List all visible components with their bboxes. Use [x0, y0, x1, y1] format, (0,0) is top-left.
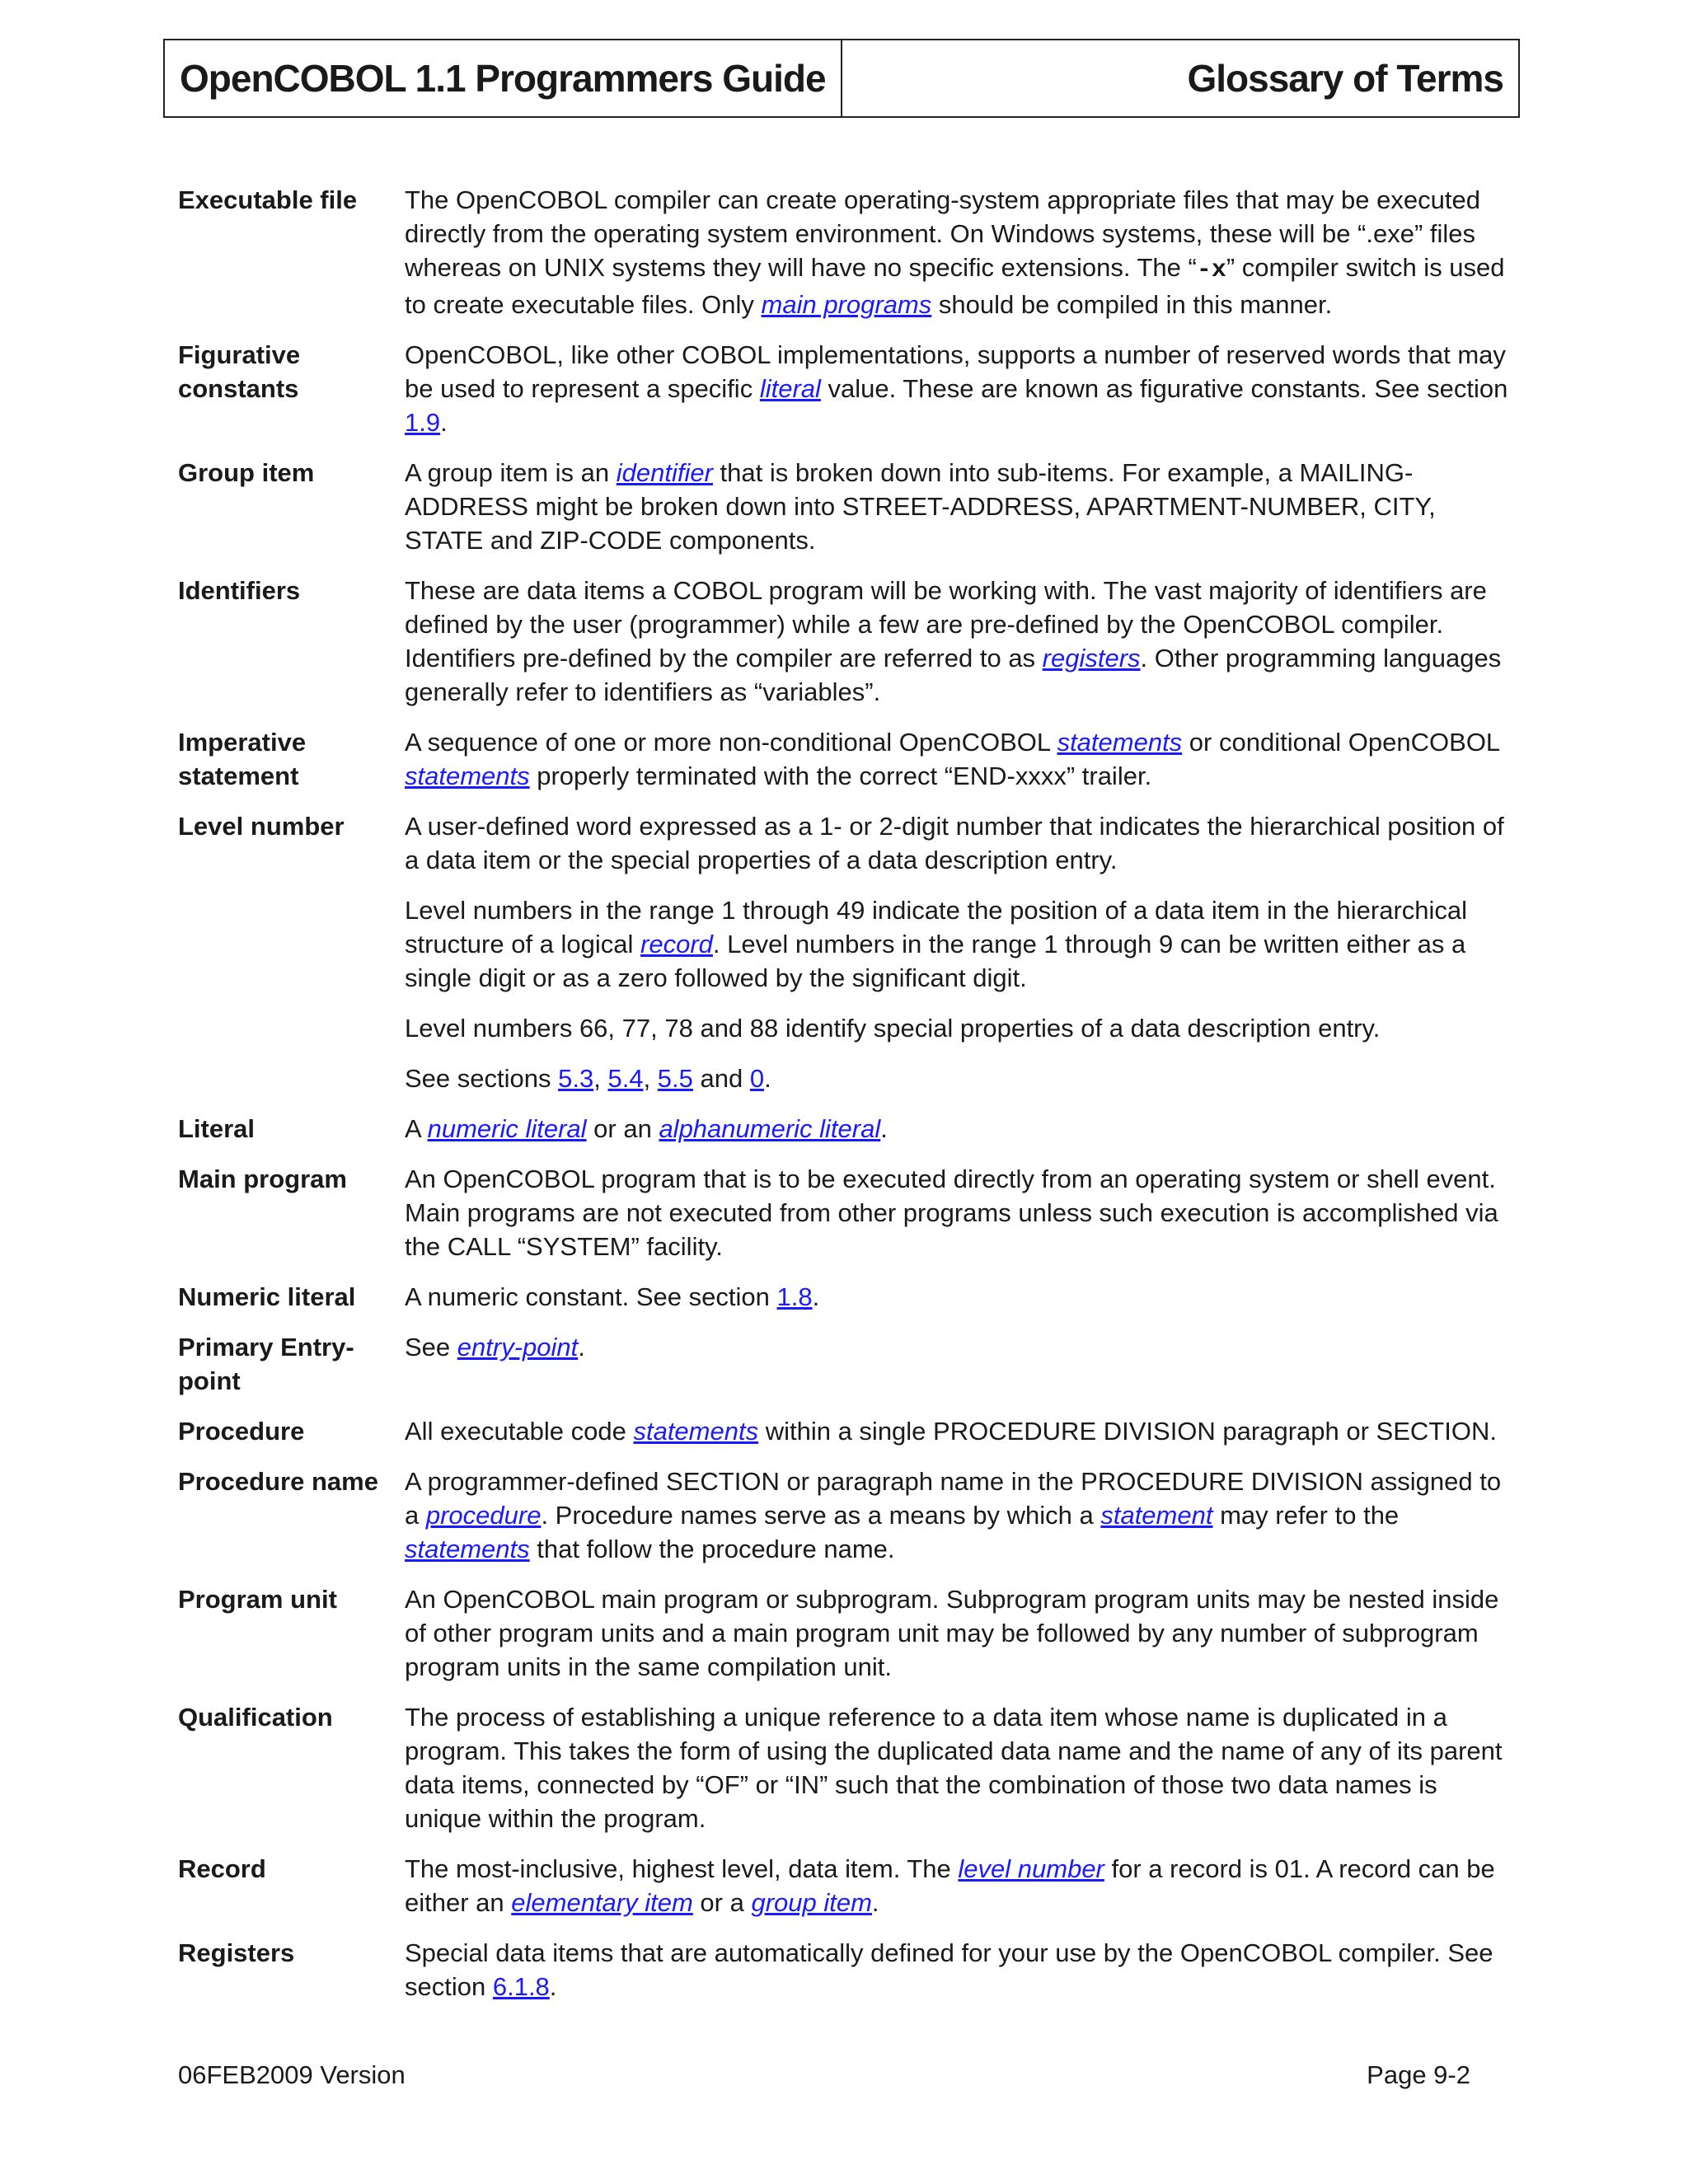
definition-text: ” compiler switch is used to create executable files. Only	[405, 253, 1505, 319]
definition-text: All executable code	[405, 1417, 634, 1446]
definition-text: The OpenCOBOL compiler can create operating-system appropriate files that may be executed directly from the operating system environment. On Windows systems, these will be “.exe” files whereas on UNIX systems they will have no specific extensions. The “	[405, 185, 1480, 282]
link-statement[interactable]: statement	[1100, 1501, 1213, 1530]
glossary-entry-imperative-statement	[178, 725, 1513, 793]
link-literal[interactable]: literal	[759, 374, 821, 403]
page-footer	[178, 2060, 1470, 2090]
link-record[interactable]: record	[640, 930, 713, 958]
glossary-entry-level-number	[178, 809, 1513, 1095]
definition-text: may refer to the	[1212, 1501, 1400, 1530]
definition-text: See	[405, 1333, 457, 1361]
definition-text: or conditional OpenCOBOL	[1182, 728, 1500, 757]
glossary-entry-main-program	[178, 1162, 1513, 1263]
glossary-entry-registers	[178, 1936, 1513, 2004]
link-section-5-5[interactable]: 5.5	[657, 1064, 693, 1093]
definition-text: ,	[643, 1064, 658, 1093]
glossary-entry-literal	[178, 1112, 1513, 1146]
link-statements[interactable]: statements	[405, 762, 530, 790]
definition-text: Special data items that are automatically defined for your use by the OpenCOBOL compiler. See section	[405, 1938, 1493, 2001]
definition-text: The most-inclusive, highest level, data item. The	[405, 1854, 959, 1883]
definition-text: A	[405, 1114, 428, 1143]
link-elementary-item[interactable]: elementary item	[511, 1888, 693, 1917]
glossary-term: Figurative constants	[178, 340, 301, 403]
definition-text: .	[880, 1114, 888, 1143]
link-section-0[interactable]: 0	[749, 1064, 765, 1093]
link-registers[interactable]: registers	[1042, 644, 1141, 673]
glossary-definition	[405, 183, 1513, 321]
definition-text: or an	[586, 1114, 659, 1143]
link-section-5-4[interactable]: 5.4	[607, 1064, 644, 1093]
link-procedure[interactable]: procedure	[425, 1501, 542, 1530]
version-label: 06FEB2009 Version	[178, 2060, 406, 2089]
definition-paragraph: A user-defined word expressed as a 1- or 2-digit number that indicates the hierarchical position of a data item or the special properties of a data description entry.	[405, 812, 1504, 874]
glossary-term: Qualification	[178, 1703, 333, 1732]
definition-text: within a single PROCEDURE DIVISION paragraph or SECTION.	[758, 1417, 1497, 1446]
glossary-definition	[405, 1414, 1513, 1448]
glossary-definition	[405, 574, 1513, 709]
link-section-5-3[interactable]: 5.3	[558, 1064, 594, 1093]
glossary-definition	[405, 1330, 1513, 1398]
definition-text: These are data items a COBOL program will be working with. The vast majority of identifiers are defined by the user (programmer) while a few are pre-defined by the OpenCOBOL compiler. Identifiers pre-defined by the compiler are referred to as	[405, 576, 1487, 673]
page-number: Page 9-2	[1367, 2060, 1470, 2089]
link-statements[interactable]: statements	[1057, 728, 1183, 757]
chapter-title: Glossary of Terms	[1187, 57, 1503, 100]
glossary-entry-primary-entry-point	[178, 1330, 1513, 1398]
definition-text: A programmer-defined SECTION or paragraph name in the PROCEDURE DIVISION assigned to a	[405, 1467, 1502, 1530]
glossary-entry-group-item	[178, 456, 1513, 557]
glossary-entry-numeric-literal	[178, 1280, 1513, 1314]
definition-text: and	[692, 1064, 750, 1093]
definition-text: .	[578, 1333, 585, 1361]
link-identifier[interactable]: identifier	[616, 458, 713, 487]
glossary-definition: An OpenCOBOL main program or subprogram. Subprogram program units may be nested inside of other program units and a main program unit may be followed by any number of subprogram program units in the same compilation unit.	[405, 1585, 1499, 1681]
glossary-definition	[405, 1852, 1513, 1919]
glossary-entry-identifiers	[178, 574, 1513, 709]
link-numeric-literal[interactable]: numeric literal	[427, 1114, 587, 1143]
definition-text: for a record is 01. A record can be either an	[405, 1854, 1495, 1917]
glossary-term: Primary Entry-point	[178, 1333, 354, 1395]
link-alphanumeric-literal[interactable]: alphanumeric literal	[659, 1114, 881, 1143]
definition-text: . Other programming languages generally refer to identifiers as “variables”.	[405, 644, 1502, 706]
definition-text: . Procedure names serve as a means by which a	[541, 1501, 1101, 1530]
definition-text: should be compiled in this manner.	[931, 290, 1333, 319]
glossary-entry-qualification	[178, 1700, 1513, 1835]
link-section-1-8[interactable]: 1.8	[776, 1282, 813, 1311]
glossary-definition	[405, 456, 1513, 557]
link-group-item[interactable]: group item	[751, 1888, 872, 1917]
glossary-definition	[405, 1112, 1513, 1146]
definition-text: .	[440, 408, 448, 437]
definition-text: that is broken down into sub-items. For example, a MAILING-ADDRESS might be broken down into STREET-ADDRESS, APARTMENT-NUMBER, CITY, STATE and ZIP-CODE components.	[405, 458, 1436, 555]
link-statements[interactable]: statements	[633, 1417, 759, 1446]
glossary-term: Procedure name	[178, 1467, 378, 1496]
document-title: OpenCOBOL 1.1 Programmers Guide	[165, 40, 842, 116]
definition-text: ,	[593, 1064, 608, 1093]
glossary-entry-procedure-name	[178, 1465, 1513, 1566]
link-level-number[interactable]: level number	[958, 1854, 1104, 1883]
glossary-entry-procedure	[178, 1414, 1513, 1448]
definition-text: .	[812, 1282, 820, 1311]
definition-text: A numeric constant. See section	[405, 1282, 777, 1311]
glossary-term: Main program	[178, 1165, 347, 1193]
glossary-term: Executable file	[178, 185, 358, 214]
definition-text: A sequence of one or more non-conditional OpenCOBOL	[405, 728, 1057, 757]
glossary-term: Record	[178, 1854, 266, 1883]
glossary-definition: An OpenCOBOL program that is to be executed directly from an operating system or shell event. Main programs are not executed from other programs unless such execution is accomplished via the CALL “SYSTEM” facility.	[405, 1165, 1498, 1261]
glossary-term: Group item	[178, 458, 315, 487]
glossary-term: Registers	[178, 1938, 295, 1967]
link-entry-point[interactable]: entry-point	[457, 1333, 579, 1361]
definition-text: OpenCOBOL, like other COBOL implementations, supports a number of reserved words that may be used to represent a specific	[405, 340, 1506, 403]
compiler-switch: -x	[1196, 256, 1226, 284]
definition-text: .	[549, 1972, 557, 2001]
definition-paragraph: Level numbers 66, 77, 78 and 88 identify special properties of a data description entry.	[405, 1014, 1381, 1043]
link-statements[interactable]: statements	[405, 1535, 530, 1563]
glossary-term: Procedure	[178, 1417, 305, 1446]
glossary-definition	[405, 1280, 1513, 1314]
definition-text: .	[871, 1888, 879, 1917]
glossary-term: Identifiers	[178, 576, 301, 605]
glossary-entry-record	[178, 1852, 1513, 1919]
glossary-term: Program unit	[178, 1585, 337, 1614]
glossary-entry-executable-file	[178, 183, 1513, 321]
glossary-definition	[405, 725, 1513, 793]
glossary-term: Numeric literal	[178, 1282, 356, 1311]
glossary-definition	[405, 338, 1513, 439]
glossary-definition	[405, 1465, 1513, 1566]
definition-text: A group item is an	[405, 458, 617, 487]
definition-text: that follow the procedure name.	[529, 1535, 895, 1563]
definition-paragraph	[405, 1062, 1513, 1095]
glossary-term: Literal	[178, 1114, 256, 1143]
glossary-term: Level number	[178, 812, 345, 841]
glossary-entry-program-unit	[178, 1582, 1513, 1684]
glossary-definition	[405, 809, 1513, 1095]
definition-text: or a	[692, 1888, 752, 1917]
glossary-list	[178, 183, 1513, 2020]
link-section-6-1-8[interactable]: 6.1.8	[492, 1972, 550, 2001]
definition-text: See sections	[405, 1064, 559, 1093]
definition-text: .	[764, 1064, 771, 1093]
definition-text: properly terminated with the correct “END-xxxx” trailer.	[529, 762, 1152, 790]
link-main-programs[interactable]: main programs	[761, 290, 932, 319]
glossary-definition: The process of establishing a unique reference to a data item whose name is duplicated in a program. This takes the form of using the duplicated data name and the name of any of its parent data items, connected by “OF” or “IN” such that the combination of those two data names is unique within the program.	[405, 1703, 1503, 1833]
link-section-1-9[interactable]: 1.9	[405, 408, 441, 437]
definition-text: . Level numbers in the range 1 through 9 can be written either as a single digit or as a zero followed by the significant digit.	[405, 930, 1466, 992]
glossary-term: Imperative statement	[178, 728, 307, 790]
definition-text: Level numbers in the range 1 through 49 indicate the position of a data item in the hierarchical structure of a logical	[405, 896, 1468, 958]
definition-text: value. These are known as figurative constants. See section	[820, 374, 1508, 403]
glossary-entry-figurative-constants	[178, 338, 1513, 439]
page-header	[163, 39, 1520, 118]
definition-paragraph	[405, 893, 1513, 995]
glossary-definition	[405, 1936, 1513, 2004]
